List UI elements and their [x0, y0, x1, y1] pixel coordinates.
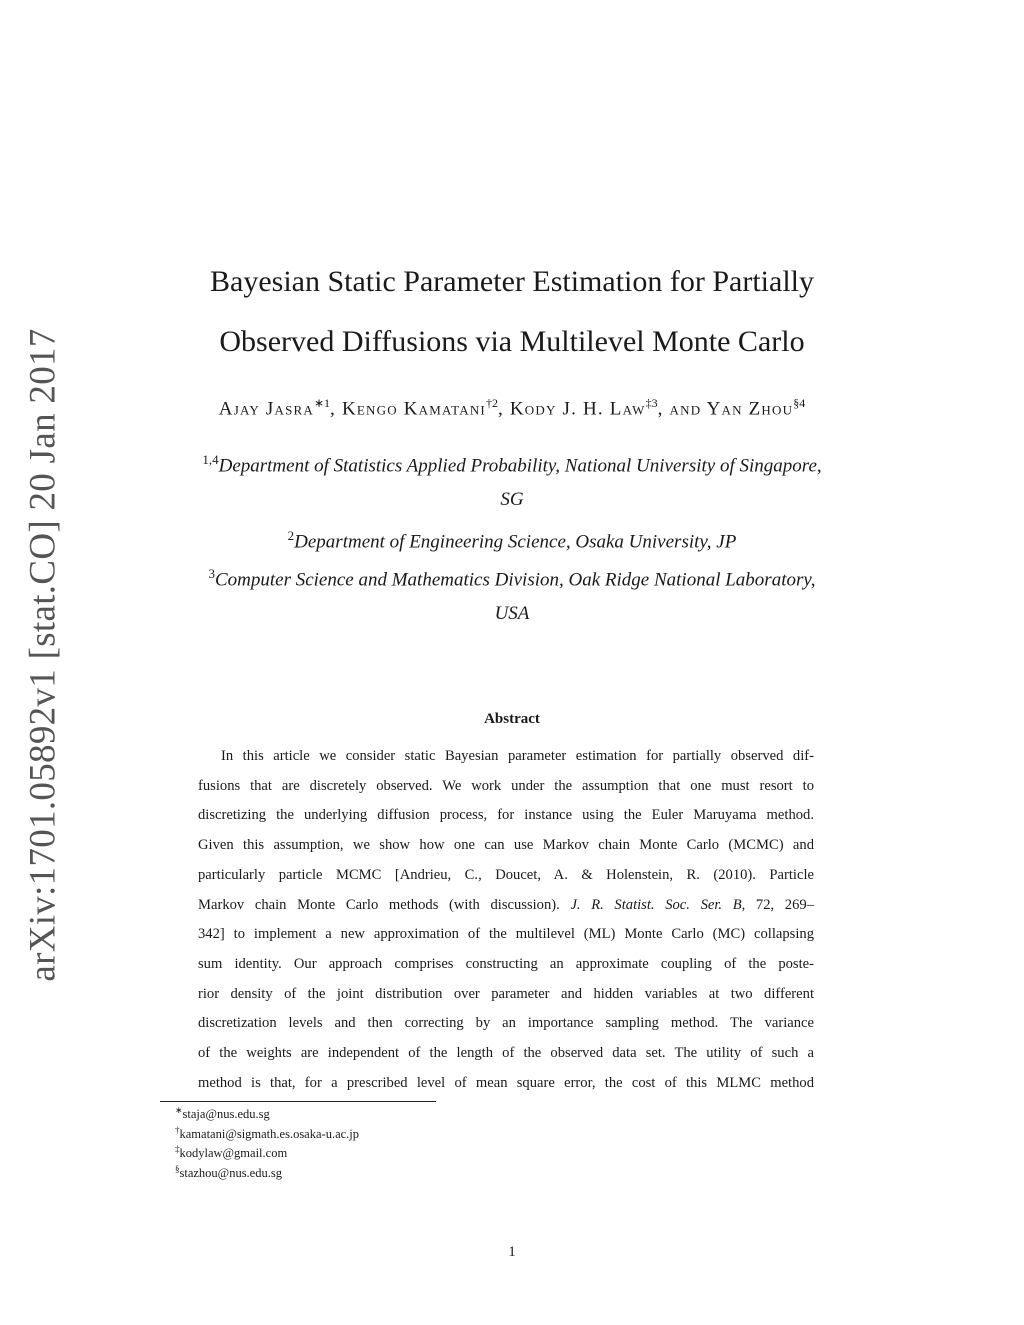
footnote [175, 1126, 359, 1141]
title-line-1: Bayesian Static Parameter Estimation for Partially [210, 265, 814, 298]
affiliation-1 [0, 453, 1024, 475]
affiliation-1-cont: SG [500, 489, 524, 510]
page-number: 1 [508, 1244, 516, 1260]
abstract-line: rior density of the joint distribution over parameter and hidden variables at two different [198, 986, 814, 1002]
author-mark: ‡3 [645, 396, 658, 410]
footnote-mark: ∗ [175, 1105, 183, 1115]
footnote-mark: § [175, 1164, 180, 1174]
journal-name: J. R. Statist. Soc. Ser. B [570, 897, 742, 913]
author-separator: , and [657, 398, 707, 420]
author-name: Ajay Jasra [218, 398, 314, 420]
arxiv-id-label: arXiv:1701.05892v1 [stat.CO] 20 Jan 2017 [22, 328, 64, 982]
author-list [0, 396, 1024, 420]
author-separator: , [497, 398, 510, 420]
abstract-line: discretizing the underlying diffusion process, for instance using the Euler Maruyama method. [198, 807, 814, 823]
footnote-email: kodylaw@gmail.com [179, 1146, 288, 1161]
abstract-line: of the weights are independent of the length of the observed data set. The utility of such a [198, 1045, 814, 1061]
affiliation-text: Computer Science and Mathematics Division, Oak Ridge National Laboratory, [214, 569, 816, 591]
abstract-line: sum identity. Our approach comprises constructing an approximate coupling of the poste- [198, 956, 814, 972]
affiliation-3 [0, 567, 1024, 589]
author-name: Yan Zhou [706, 398, 794, 420]
abstract-line: Given this assumption, we show how one can use Markov chain Monte Carlo (MCMC) and [198, 837, 814, 853]
footnote-email: kamatani@sigmath.es.osaka-u.ac.jp [179, 1127, 360, 1142]
author-name: Kody J. H. Law [509, 398, 646, 420]
affiliation-text: Department of Engineering Science, Osaka University, JP [294, 531, 737, 553]
abstract-line: In this article we consider static Bayesian parameter estimation for partially observed dif- [221, 748, 814, 764]
abstract-line: method is that, for a prescribed level of mean square error, the cost of this MLMC method [198, 1075, 814, 1091]
affiliation-mark: 2 [287, 528, 295, 543]
author-mark: †2 [485, 396, 498, 410]
footnote-mark: † [175, 1125, 180, 1135]
footnote [175, 1165, 282, 1180]
abstract-line [198, 898, 814, 913]
abstract-line: 342] to implement a new approximation of the multilevel (ML) Monte Carlo (MC) collapsing [198, 926, 814, 942]
author-separator: , [330, 398, 342, 420]
abstract-line: particularly particle MCMC [Andrieu, C., Doucet, A. & Holenstein, R. (2010). Particle [198, 867, 814, 883]
title-line-2: Observed Diffusions via Multilevel Monte Carlo [219, 325, 805, 358]
footnote [175, 1145, 287, 1160]
affiliation-2 [0, 529, 1024, 551]
author-name: Kengo Kamatani [341, 398, 486, 420]
author-mark: §4 [793, 396, 806, 410]
abstract-text: Markov chain Monte Carlo methods (with discussion). [198, 897, 571, 913]
abstract-line: discretization levels and then correcting by an importance sampling method. The variance [198, 1015, 814, 1031]
affiliation-3-cont: USA [494, 603, 530, 624]
abstract-line: fusions that are discretely observed. We work under the assumption that one must resort to [198, 778, 814, 794]
author-mark: ∗1 [313, 396, 331, 410]
affiliation-mark: 1,4 [202, 452, 219, 467]
abstract-heading: Abstract [484, 711, 540, 727]
footnote-email: stazhou@nus.edu.sg [179, 1166, 282, 1181]
abstract-text: , 72, 269– [741, 897, 814, 913]
footnote-mark: ‡ [175, 1144, 180, 1154]
footnote [175, 1106, 270, 1121]
affiliation-mark: 3 [208, 566, 215, 581]
affiliation-text: Department of Statistics Applied Probability, National University of Singapore, [218, 455, 822, 477]
footnote-rule [160, 1101, 436, 1102]
footnote-email: staja@nus.edu.sg [182, 1107, 270, 1122]
